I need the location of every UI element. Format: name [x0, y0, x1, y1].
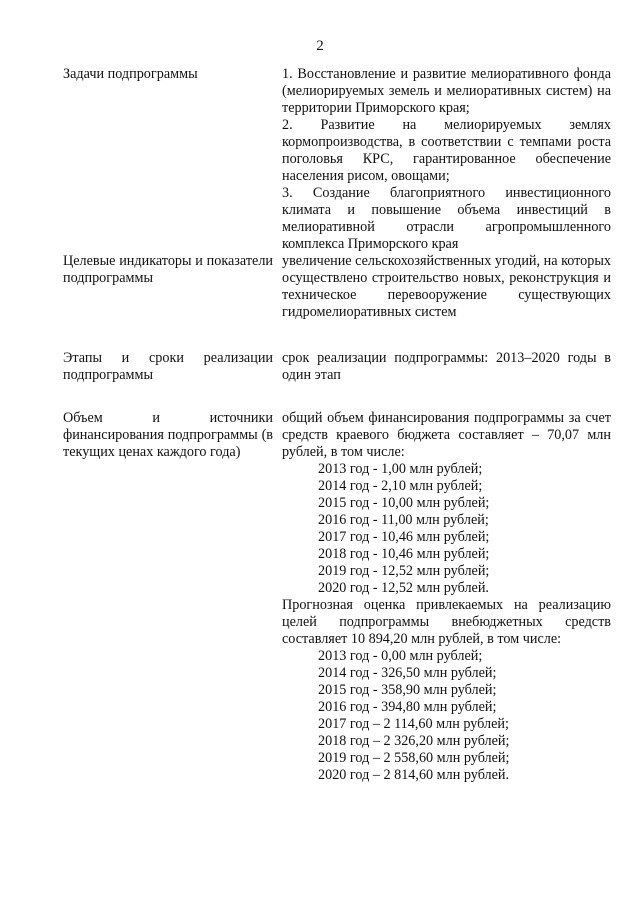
indicators-label: Целевые индикаторы и показатели подпрограммы [63, 253, 273, 286]
budget-intro: общий объем финансирования подпрограммы за счет средств краевого бюджета составляет – 70,07 млн рублей, в том числе: [282, 410, 611, 460]
extra-year-item: 2013 год - 0,00 млн рублей; [318, 648, 483, 664]
budget-year-item: 2016 год - 11,00 млн рублей; [318, 512, 489, 528]
extra-year-item: 2019 год – 2 558,60 млн рублей; [318, 750, 510, 766]
extra-budget-intro: Прогнозная оценка привлекаемых на реализацию целей подпрограммы внебюджетных средств составляет 10 894,20 млн рублей, в том числе: [282, 597, 611, 647]
stages-label: Этапы и сроки реализации подпрограммы [63, 350, 273, 383]
extra-year-item: 2020 год – 2 814,60 млн рублей. [318, 767, 510, 783]
extra-years-list [282, 648, 611, 784]
extra-year-item: 2018 год – 2 326,20 млн рублей; [318, 733, 510, 749]
task-item: 3. Создание благоприятного инвестиционного климата и повышение объема инвестиций в мелиоративной отрасли агропромышленного комплекса Приморского края [282, 185, 611, 252]
budget-years-list [282, 461, 611, 597]
budget-year-item: 2014 год - 2,10 млн рублей; [318, 478, 483, 494]
budget-year-item: 2018 год - 10,46 млн рублей; [318, 546, 490, 562]
extra-year-item: 2014 год - 326,50 млн рублей; [318, 665, 497, 681]
funding-content [282, 410, 611, 784]
page-number: 2 [316, 38, 324, 54]
stages-text: срок реализации подпрограммы: 2013–2020 годы в один этап [282, 350, 611, 383]
extra-year-item: 2017 год – 2 114,60 млн рублей; [318, 716, 509, 732]
budget-year-item: 2017 год - 10,46 млн рублей; [318, 529, 490, 545]
extra-year-item: 2016 год - 394,80 млн рублей; [318, 699, 497, 715]
funding-label: Объем и источники финансирования подпрограммы (в текущих ценах каждого года) [63, 410, 273, 460]
budget-year-item: 2015 год - 10,00 млн рублей; [318, 495, 490, 511]
indicators-text: увеличение сельскохозяйственных угодий, на которых осуществлено строительство новых, реконструкция и техническое перевооружение существующих гидромелиоративных систем [282, 253, 611, 320]
task-item: 2. Развитие на мелиорируемых землях кормопроизводства, в соответствии с темпами роста поголовья КРС, гарантированное обеспечение населения рисом, овощами; [282, 117, 611, 184]
budget-year-item: 2013 год - 1,00 млн рублей; [318, 461, 483, 477]
tasks-label: Задачи подпрограммы [63, 66, 198, 82]
task-item: 1. Восстановление и развитие мелиоративного фонда (мелиорируемых земель и мелиоративных систем) на территории Приморского края; [282, 66, 611, 116]
budget-year-item: 2019 год - 12,52 млн рублей; [318, 563, 490, 579]
extra-year-item: 2015 год - 358,90 млн рублей; [318, 682, 497, 698]
tasks-list [282, 66, 611, 253]
budget-year-item: 2020 год - 12,52 млн рублей. [318, 580, 489, 596]
